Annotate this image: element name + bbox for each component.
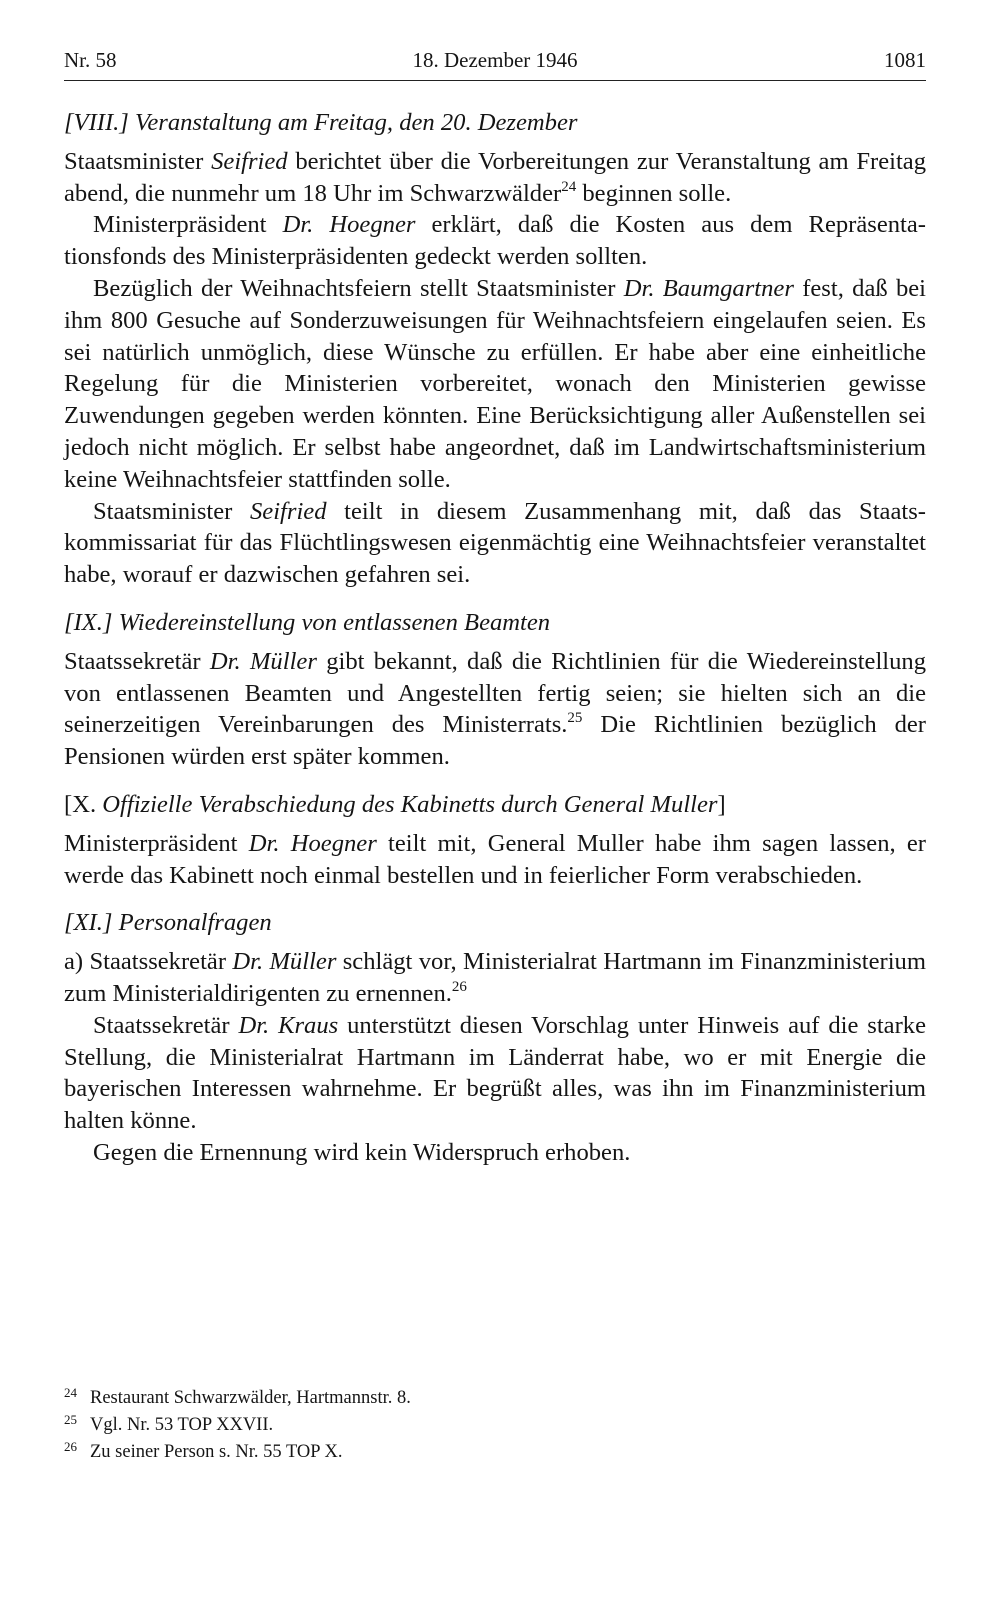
- paragraph: a) Staatssekretär Dr. Müller schlägt vor, Ministerialrat Hartmann im Finanzministerium zum Ministerialdirigenten zu ernennen.$^{26}$: [64, 948, 926, 1007]
- heading-number: [X.: [64, 790, 97, 818]
- running-header: [64, 40, 926, 80]
- document-body: [64, 107, 926, 1169]
- heading-title: Offizielle Verabschiedung des Kabinetts durch General Muller: [102, 790, 718, 818]
- person-name: Dr. Baumgartner: [623, 274, 794, 302]
- issue-number: Nr. 58: [64, 48, 117, 72]
- footnote-number: 24: [64, 1385, 77, 1400]
- footnote-number: 26: [64, 1439, 77, 1454]
- paragraph: Staatssekretär Dr. Kraus unterstützt diesen Vorschlag unter Hinweis auf die starke Stellung, die Ministerialrat Hartmann im Länderrat habe, wo er mit Energie die bayerischen Interessen wahrnehme. Er begrüßt alles, was ihn im Finanzministerium halten könne.: [64, 1011, 927, 1135]
- footnote: [64, 1412, 926, 1439]
- header-rule: [64, 80, 926, 81]
- paragraph: Staatsminister Seifried teilt in diesem Zusammenhang mit, daß das Staatskommissariat für das Flüchtlingswesen eigenmächtig eine Weihnachtsfeier veranstaltet habe, worauf er dazwischen gefahren sei.: [64, 497, 926, 589]
- paragraph: Staatssekretär Dr. Müller gibt bekannt, daß die Richtlinien für die Wiedereinstellung von entlassenen Beamten und Angestellten fertig seien; sie hielten sich an die seinerzeitigen Vereinbarungen des Ministerrats.$^{25}$ Die Richtlinien bezüglich der Pensionen würden erst später kommen.: [64, 647, 927, 771]
- footnote: [64, 1385, 926, 1412]
- paragraph: Ministerpräsident Dr. Hoegner erklärt, daß die Kosten aus dem Repräsentationsfonds des Ministerpräsidenten gedeckt werden sollten.: [64, 211, 926, 271]
- person-name: Seifried: [211, 147, 288, 175]
- footnotes: [64, 1385, 926, 1466]
- section-heading-xi: [64, 907, 926, 939]
- footnote-ref: 25: [567, 710, 583, 727]
- heading-number: [VIII.]: [64, 109, 129, 136]
- person-name: Dr. Müller: [232, 948, 337, 976]
- heading-title: Wiedereinstellung von entlassenen Beamten: [118, 608, 551, 636]
- heading-number: [XI.]: [64, 909, 113, 937]
- footnote-number: 25: [64, 1412, 77, 1427]
- section-heading-viii: [64, 107, 926, 139]
- footnote-text: Vgl. Nr. 53 TOP XXVII.: [90, 1415, 274, 1435]
- paragraph: Ministerpräsident Dr. Hoegner teilt mit, General Muller habe ihm sagen lassen, er werde das Kabinett noch einmal bestellen und in feierlicher Form verabschieden.: [64, 829, 926, 889]
- page-number: 1081: [884, 48, 926, 72]
- heading-number: [IX.]: [64, 608, 113, 636]
- paragraph: Staatsminister Seifried berichtet über die Vorbereitungen zur Veranstaltung am Freitag abend, die nunmehr um 18 Uhr im Schwarzwälder$^{24}$ beginnen solle.: [64, 147, 927, 207]
- person-name: Dr. Hoegner: [282, 211, 416, 239]
- paragraph: Bezüglich der Weihnachtsfeiern stellt Staatsminister Dr. Baumgartner fest, daß bei ihm 800 Gesuche auf Sonderzuweisungen für Weihnachtsfeiern eingelaufen seien. Es sei natürlich unmöglich, diese Wünsche zu erfüllen. Er habe aber eine einheitliche Regelung für die Ministerien vorbereitet, wonach den Ministerien gewisse Zuwendungen gegeben werden könnten. Eine Berücksichtigung aller Außenstellen sei jedoch nicht möglich. Er selbst habe angeordnet, daß im Landwirtschaftsministerium keine Weihnachtsfeier stattfinden solle.: [64, 274, 926, 493]
- footnote-text: Restaurant Schwarzwälder, Hartmannstr. 8.: [90, 1388, 411, 1408]
- footnote-ref: 24: [561, 178, 577, 195]
- footnote-text: Zu seiner Person s. Nr. 55 TOP X.: [90, 1442, 343, 1462]
- person-name: Dr. Hoegner: [248, 829, 377, 857]
- header-date: 18. Dezember 1946: [412, 48, 578, 72]
- footnote: [64, 1439, 926, 1466]
- person-name: Dr. Kraus: [238, 1011, 339, 1039]
- heading-title: Personalfragen: [118, 909, 272, 937]
- heading-title: Veranstaltung am Freitag, den 20. Dezember: [135, 109, 578, 136]
- section-heading-x: [64, 789, 926, 821]
- paragraph: Gegen die Ernennung wird kein Widerspruch erhoben.: [93, 1138, 631, 1166]
- section-heading-ix: [64, 607, 926, 639]
- heading-bracket-close: ]: [717, 790, 726, 818]
- footnote-ref: 26: [451, 978, 467, 995]
- person-name: Dr. Müller: [209, 647, 317, 675]
- person-name: Seifried: [250, 497, 327, 525]
